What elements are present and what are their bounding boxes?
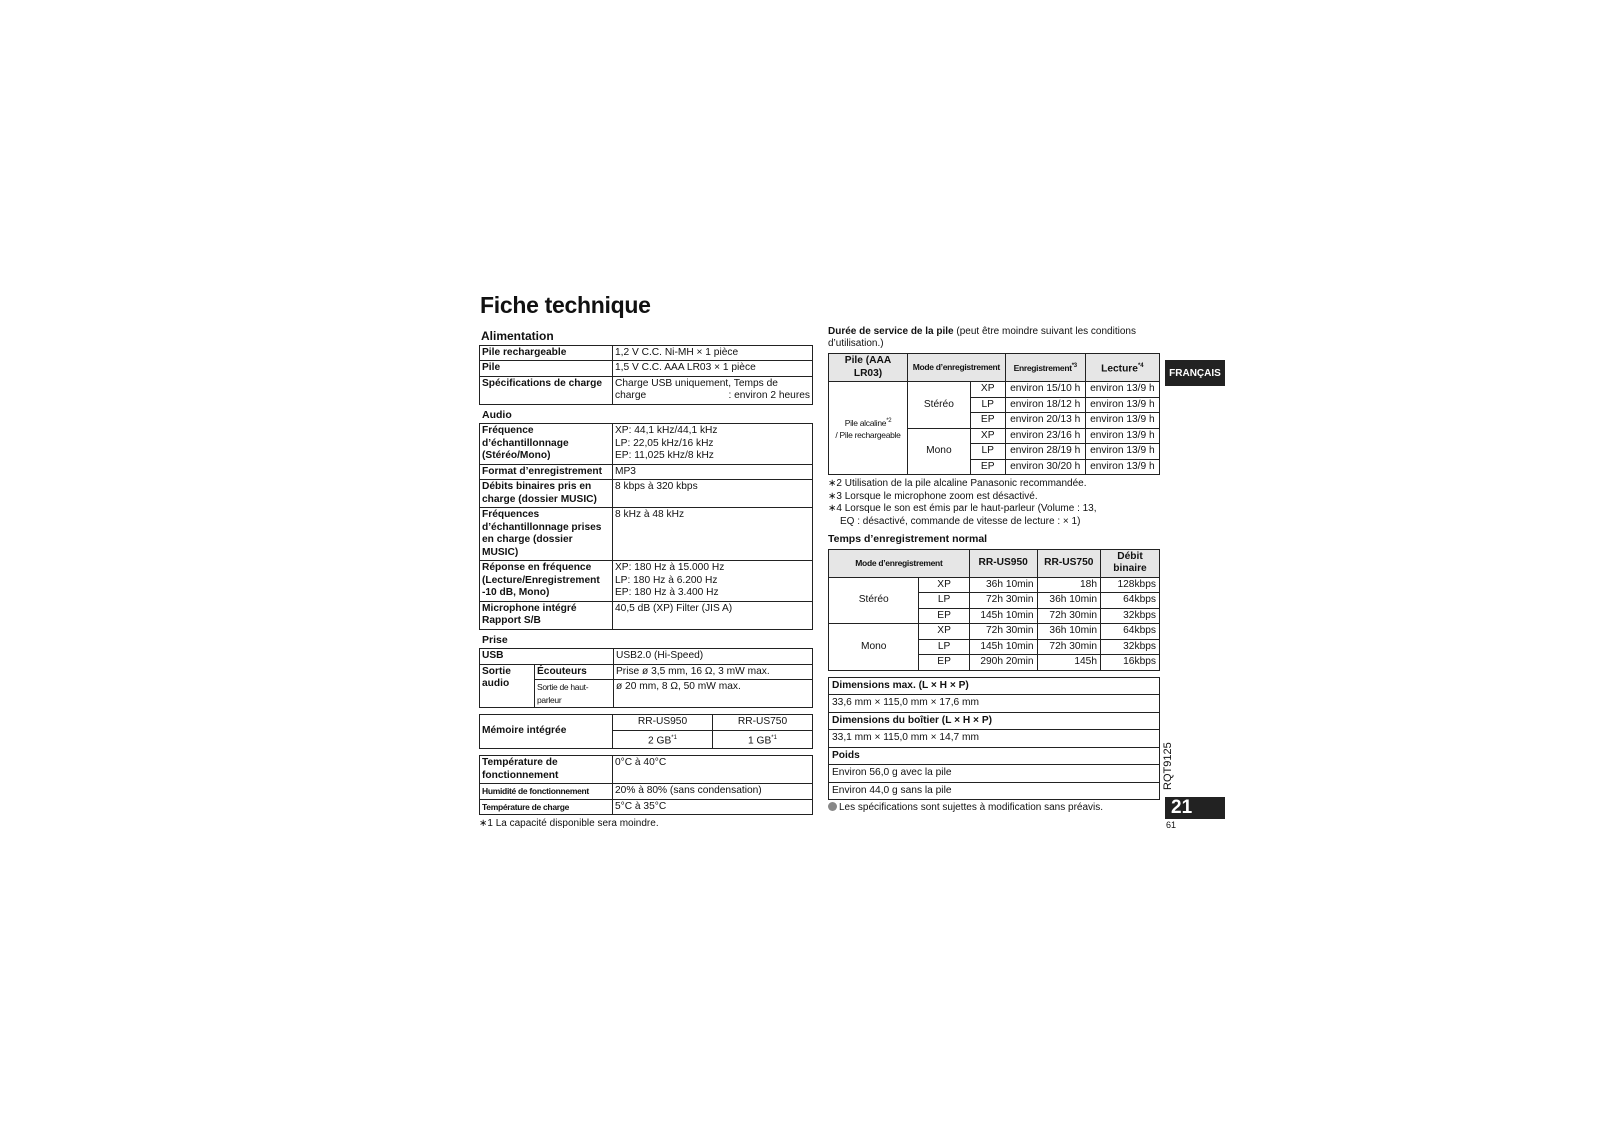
- row-value: 40,5 dB (XP) Filter (JIS A): [613, 601, 813, 629]
- row-label: Pile: [480, 361, 613, 377]
- play-cell: environ 13/9 h: [1085, 382, 1159, 398]
- header-model2: RR-US750: [1037, 549, 1100, 577]
- prise-table: [479, 648, 813, 708]
- battery-table: [828, 353, 1160, 475]
- table-row: [480, 361, 813, 377]
- environment-table: [479, 755, 813, 815]
- pile-type-cell: Pile alcaline$^{*2}$ / Pile rechargeable: [829, 382, 908, 475]
- row-label: Microphone intégré Rapport S/B: [480, 601, 613, 629]
- dimension-value: Environ 44,0 g sans la pile: [829, 782, 1160, 800]
- page-title: Fiche technique: [480, 292, 651, 318]
- row-value: 1,5 V C.C. AAA LR03 × 1 pièce: [613, 361, 813, 377]
- mode-cell: LP: [919, 593, 969, 609]
- model2-cell: 36h 10min: [1037, 593, 1100, 609]
- alimentation-table: [479, 345, 813, 405]
- mode-cell: XP: [970, 382, 1005, 398]
- rate-cell: 128kbps: [1101, 577, 1160, 593]
- header-mode: Mode d’enregistrement: [829, 549, 970, 577]
- value-line: charge: [615, 390, 647, 401]
- table-row: [480, 464, 813, 480]
- table-row: [829, 782, 1160, 800]
- rec-cell: environ 28/19 h: [1005, 444, 1085, 460]
- play-cell: environ 13/9 h: [1085, 397, 1159, 413]
- play-cell: environ 13/9 h: [1085, 413, 1159, 429]
- rec-cell: environ 18/12 h: [1005, 397, 1085, 413]
- battery-intro-bold: Durée de service de la pile: [828, 326, 954, 337]
- table-row: [480, 345, 813, 361]
- capacity-cell: 1 GB$^{*1}$: [713, 730, 813, 749]
- table-row: [480, 424, 813, 465]
- table-row: [480, 508, 813, 561]
- battery-intro-rest: (peut être moindre suivant les conditions d’utilisation.): [828, 326, 1136, 349]
- row-label: Température de charge: [480, 799, 613, 815]
- table-row: [480, 649, 813, 665]
- play-cell: environ 13/9 h: [1085, 428, 1159, 444]
- table-row: [480, 664, 813, 680]
- row-value: USB2.0 (Hi-Speed): [614, 649, 813, 665]
- left-column: [479, 328, 813, 831]
- play-cell: environ 13/9 h: [1085, 459, 1159, 475]
- mode-cell: EP: [919, 655, 969, 671]
- row-value: [613, 424, 813, 465]
- footnote: ∗4 Lorsque le son est émis par le haut-parleur (Volume : 13,: [828, 503, 1097, 514]
- row-label: Spécifications de charge: [480, 376, 613, 404]
- rate-cell: 64kbps: [1101, 624, 1160, 640]
- rec-time-heading: Temps d’enregistrement normal: [828, 533, 988, 545]
- table-row: [480, 601, 813, 629]
- header-play: Lecture$^{*4}$: [1085, 354, 1159, 382]
- row-label: Humidité de fonctionnement: [480, 784, 613, 800]
- table-row: [480, 376, 813, 404]
- footnote: ∗3 Lorsque le microphone zoom est désactivé.: [828, 490, 1038, 502]
- model1-cell: 290h 20min: [969, 655, 1037, 671]
- value-line: XP: 44,1 kHz/44,1 kHz: [615, 425, 718, 436]
- channel-cell: Mono: [829, 624, 919, 671]
- mode-cell: XP: [970, 428, 1005, 444]
- dimension-heading: Poids: [829, 747, 1160, 765]
- header-mode: Mode d’enregistrement: [908, 354, 1006, 382]
- row-sublabel: Écouteurs: [535, 664, 614, 680]
- value-line: XP: 180 Hz à 15.000 Hz: [615, 562, 725, 573]
- model2-cell: 145h: [1037, 655, 1100, 671]
- table-row: [829, 677, 1160, 695]
- dimensions-table: [828, 677, 1160, 801]
- row-value: Prise ø 3,5 mm, 16 Ω, 3 mW max.: [614, 664, 813, 680]
- dimension-heading: Dimensions du boîtier (L × H × P): [829, 712, 1160, 730]
- row-label: Mémoire intégrée: [480, 715, 613, 749]
- footnote: EQ : désactivé, commande de vitesse de lecture : × 1): [840, 515, 1081, 527]
- dimension-value: Environ 56,0 g avec la pile: [829, 765, 1160, 783]
- table-row: [480, 784, 813, 800]
- play-cell: environ 13/9 h: [1085, 444, 1159, 460]
- model1-cell: 72h 30min: [969, 593, 1037, 609]
- right-column: [828, 326, 1160, 815]
- table-row: [829, 730, 1160, 748]
- row-label: Fréquence d’échantillonnage (Stéréo/Mono): [480, 424, 613, 465]
- rec-cell: environ 20/13 h: [1005, 413, 1085, 429]
- dimension-heading: Dimensions max. (L × H × P): [829, 677, 1160, 695]
- section-prise-heading: Prise: [482, 633, 508, 646]
- table-row: [829, 695, 1160, 713]
- mode-cell: XP: [919, 624, 969, 640]
- value-line: EP: 11,025 kHz/8 kHz: [615, 450, 714, 461]
- dimension-value: 33,1 mm × 115,0 mm × 14,7 mm: [829, 730, 1160, 748]
- row-sublabel: Sortie de haut-parleur: [535, 680, 614, 708]
- table-row: [480, 799, 813, 815]
- row-label: Température de fonctionnement: [480, 756, 613, 784]
- table-row: [829, 765, 1160, 783]
- table-row: [480, 756, 813, 784]
- model2-cell: 72h 30min: [1037, 608, 1100, 624]
- model2-cell: 18h: [1037, 577, 1100, 593]
- mode-cell: LP: [970, 397, 1005, 413]
- value-line: EP: 180 Hz à 3.400 Hz: [615, 587, 719, 598]
- table-row: [829, 577, 1160, 593]
- table-header-row: [829, 549, 1160, 577]
- table-row: [829, 712, 1160, 730]
- header-rec: Enregistrement$^{*3}$: [1005, 354, 1085, 382]
- footnote: ∗1 La capacité disponible sera moindre.: [479, 818, 659, 830]
- rate-cell: 32kbps: [1101, 639, 1160, 655]
- table-row: [480, 715, 813, 731]
- section-audio-heading: Audio: [482, 408, 512, 421]
- memoire-table: [479, 714, 813, 749]
- row-label: USB: [480, 649, 614, 665]
- mode-cell: LP: [970, 444, 1005, 460]
- table-row: [480, 480, 813, 508]
- row-label: Réponse en fréquence (Lecture/Enregistrement -10 dB, Mono): [480, 561, 613, 602]
- table-header-row: [829, 354, 1160, 382]
- value-line: Charge USB uniquement, Temps de: [615, 377, 778, 389]
- mode-cell: EP: [919, 608, 969, 624]
- language-tab: FRANÇAIS: [1165, 360, 1225, 386]
- footnote: ∗2 Utilisation de la pile alcaline Panasonic recommandée.: [828, 478, 1087, 489]
- table-row: [829, 382, 1160, 398]
- model1-cell: 145h 10min: [969, 608, 1037, 624]
- row-value: [613, 561, 813, 602]
- channel-cell: Stéréo: [908, 382, 971, 429]
- capacity-cell: 2 GB$^{*1}$: [613, 730, 713, 749]
- row-value: 20% à 80% (sans condensation): [613, 784, 813, 800]
- table-row: [480, 561, 813, 602]
- sub-page-number: 61: [1166, 820, 1177, 830]
- bullet-icon: [828, 802, 837, 811]
- page-number: 21: [1165, 797, 1225, 819]
- row-value: 1,2 V C.C. Ni-MH × 1 pièce: [613, 345, 813, 361]
- row-value: [613, 376, 813, 404]
- document-code: RQT9125: [1162, 742, 1174, 790]
- dimension-value: 33,6 mm × 115,0 mm × 17,6 mm: [829, 695, 1160, 713]
- model2-cell: 36h 10min: [1037, 624, 1100, 640]
- row-value: 5°C à 35°C: [613, 799, 813, 815]
- mode-cell: EP: [970, 413, 1005, 429]
- value-line: : environ 2 heures: [728, 390, 810, 401]
- model2-cell: 72h 30min: [1037, 639, 1100, 655]
- model-header: RR-US750: [713, 715, 813, 731]
- header-pile: Pile (AAA LR03): [829, 354, 908, 382]
- rate-cell: 64kbps: [1101, 593, 1160, 609]
- battery-intro: [828, 326, 1160, 350]
- value-line: LP: 180 Hz à 6.200 Hz: [615, 574, 718, 586]
- rate-cell: 32kbps: [1101, 608, 1160, 624]
- row-value: 0°C à 40°C: [613, 756, 813, 784]
- mode-cell: EP: [970, 459, 1005, 475]
- row-label: Pile rechargeable: [480, 345, 613, 361]
- rate-cell: 16kbps: [1101, 655, 1160, 671]
- model1-cell: 72h 30min: [969, 624, 1037, 640]
- row-label: Fréquences d’échantillonnage prises en charge (dossier MUSIC): [480, 508, 613, 561]
- mode-cell: LP: [919, 639, 969, 655]
- row-value: ø 20 mm, 8 Ω, 50 mW max.: [614, 680, 813, 708]
- row-label: Débits binaires pris en charge (dossier MUSIC): [480, 480, 613, 508]
- rec-cell: environ 23/16 h: [1005, 428, 1085, 444]
- section-alimentation-heading: Alimentation: [481, 329, 554, 343]
- row-label: Sortie audio: [480, 664, 535, 708]
- mode-cell: XP: [919, 577, 969, 593]
- value-line: LP: 22,05 kHz/16 kHz: [615, 437, 714, 449]
- row-value: 8 kbps à 320 kbps: [613, 480, 813, 508]
- model-header: RR-US950: [613, 715, 713, 731]
- channel-cell: Stéréo: [829, 577, 919, 624]
- header-model1: RR-US950: [969, 549, 1037, 577]
- rec-cell: environ 30/20 h: [1005, 459, 1085, 475]
- model1-cell: 36h 10min: [969, 577, 1037, 593]
- audio-table: [479, 423, 813, 630]
- row-value: 8 kHz à 48 kHz: [613, 508, 813, 561]
- table-row: [829, 747, 1160, 765]
- row-label: Format d’enregistrement: [480, 464, 613, 480]
- channel-cell: Mono: [908, 428, 971, 475]
- header-rate: Débit binaire: [1101, 549, 1160, 577]
- rec-time-table: [828, 549, 1160, 671]
- table-row: [829, 624, 1160, 640]
- spec-note: Les spécifications sont sujettes à modification sans préavis.: [828, 802, 1160, 815]
- rec-cell: environ 15/10 h: [1005, 382, 1085, 398]
- model1-cell: 145h 10min: [969, 639, 1037, 655]
- row-value: MP3: [613, 464, 813, 480]
